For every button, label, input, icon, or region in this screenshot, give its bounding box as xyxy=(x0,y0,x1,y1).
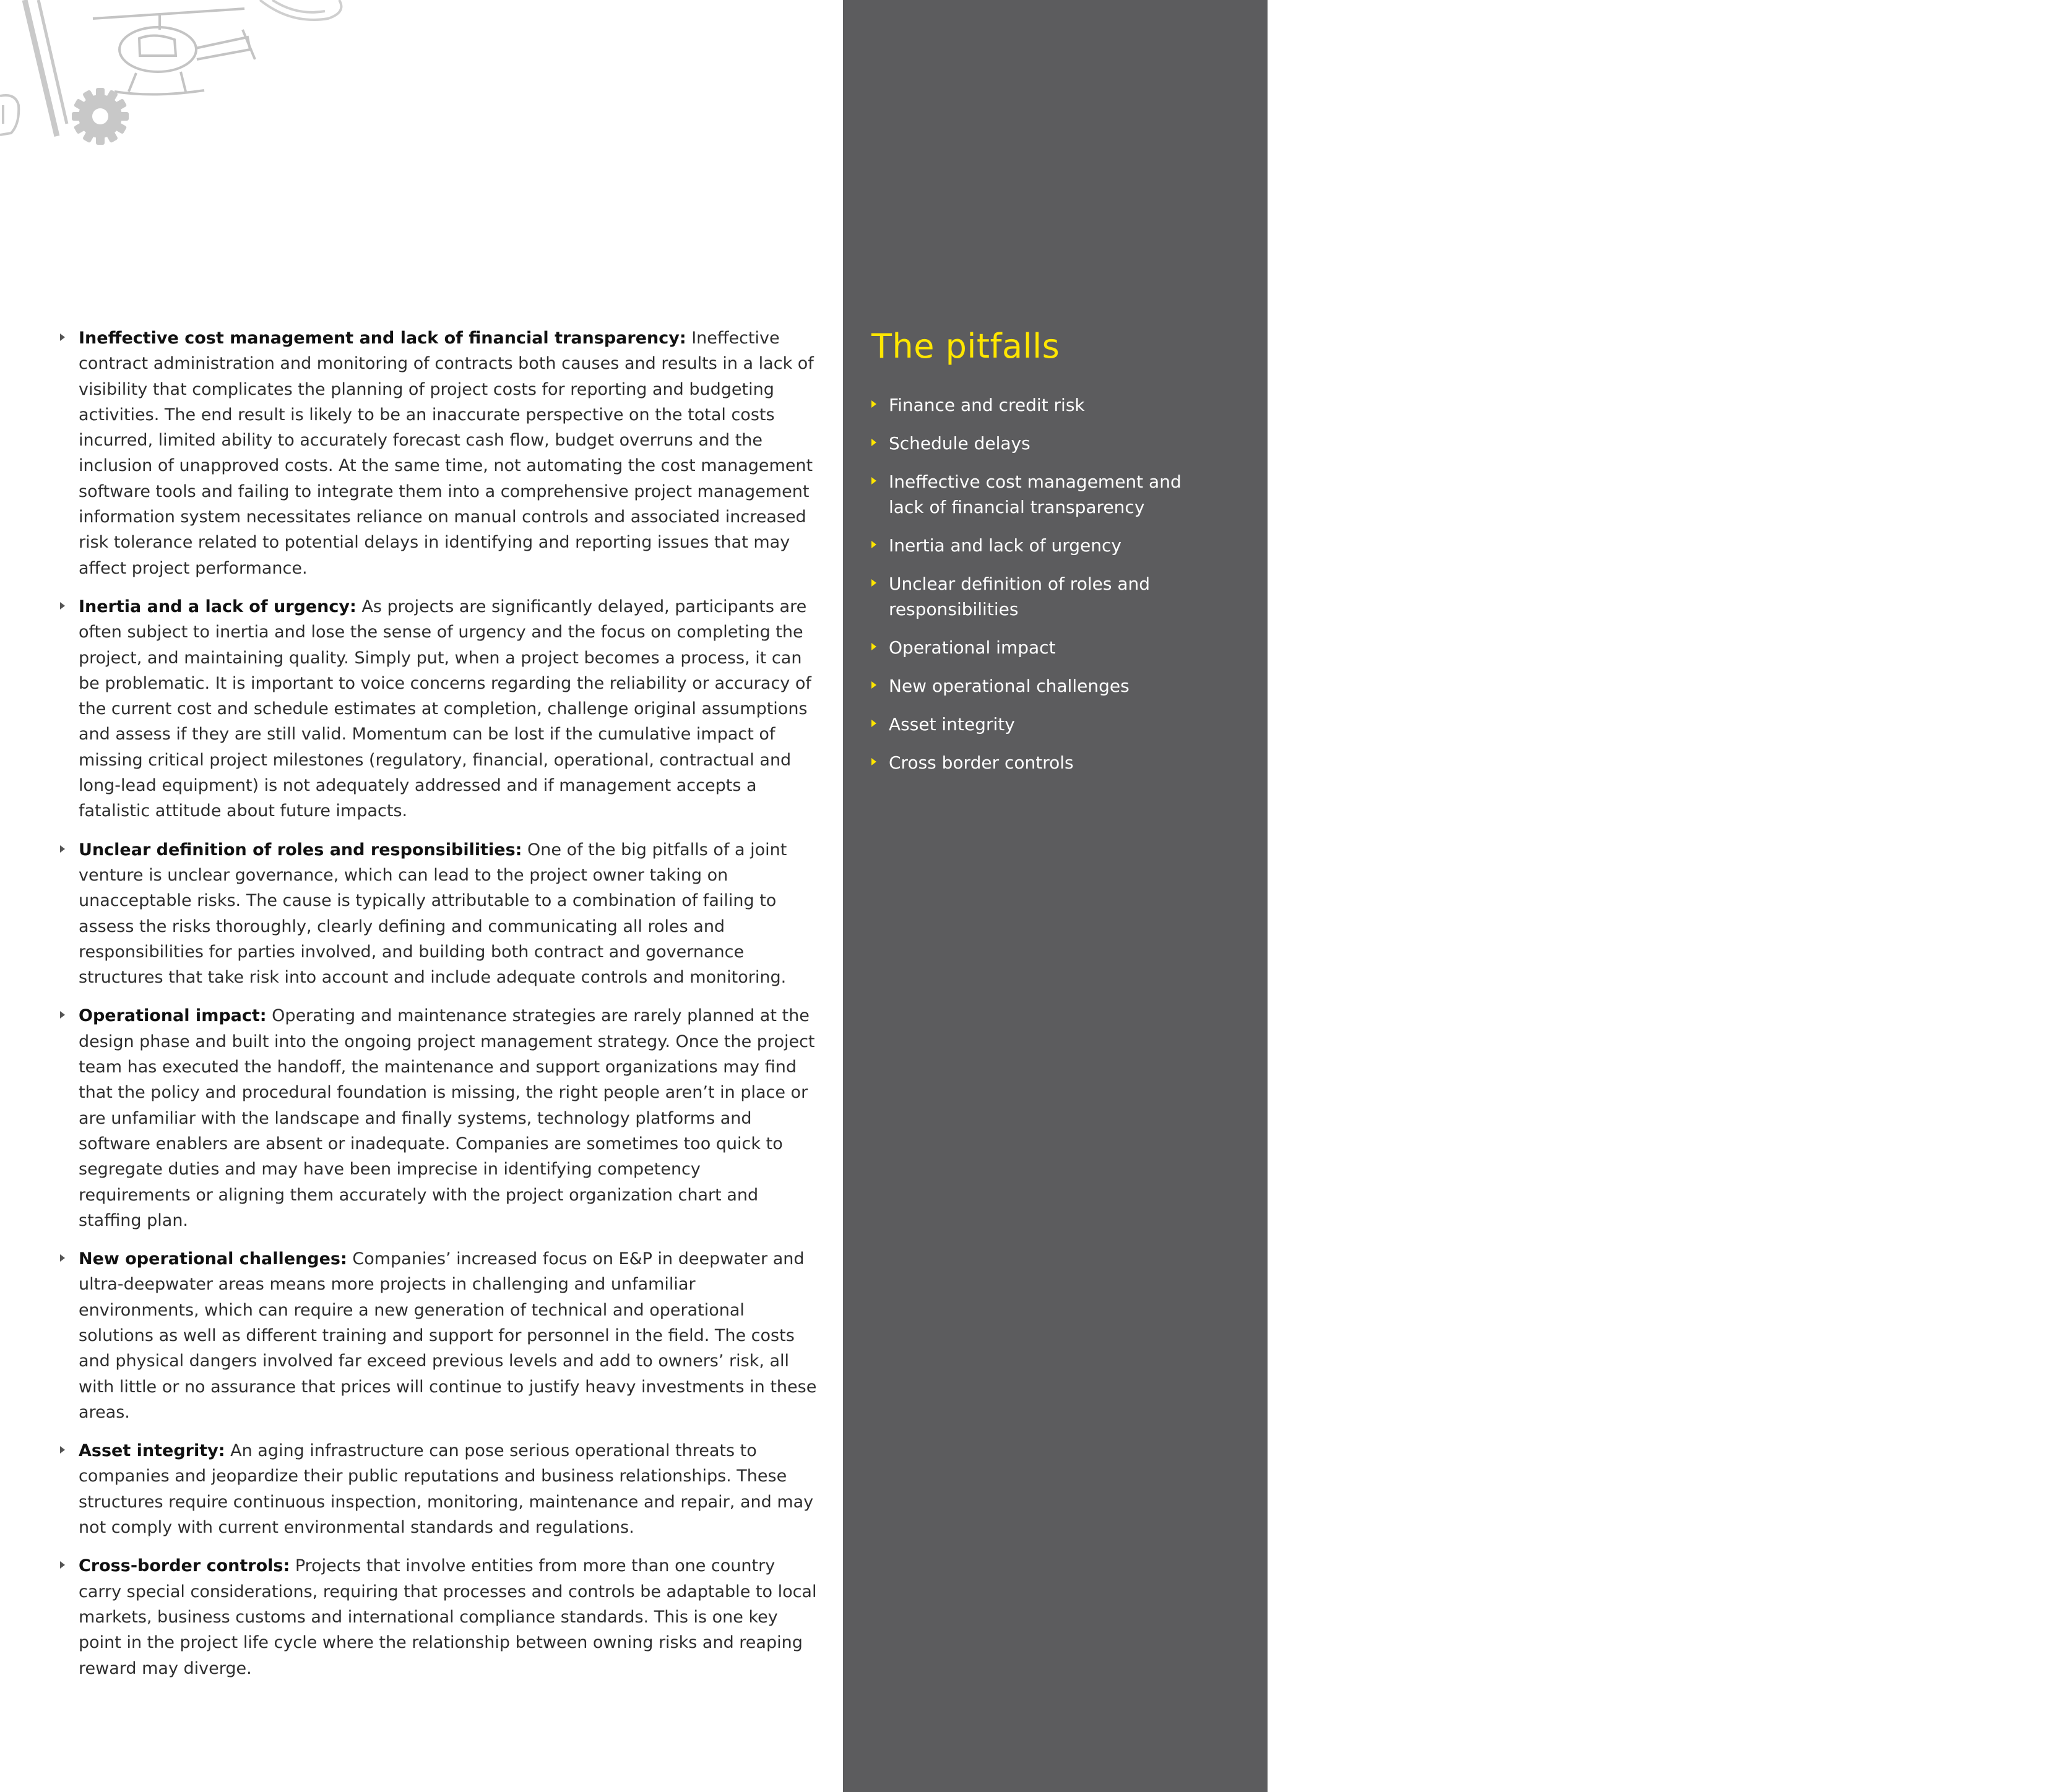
sidebar-item-label: Finance and credit risk xyxy=(889,395,1085,415)
bullet-triangle-icon xyxy=(871,400,876,408)
sidebar-item-label: Asset integrity xyxy=(889,714,1015,734)
sidebar-item-label: New operational challenges xyxy=(889,676,1130,696)
sidebar-item-label: Operational impact xyxy=(889,637,1056,658)
pitfalls-detail-list xyxy=(56,325,817,1694)
list-item xyxy=(56,1246,817,1425)
sidebar-item xyxy=(871,712,1218,737)
item-term: Inertia and a lack of urgency: xyxy=(79,597,356,616)
bullet-triangle-icon xyxy=(871,541,876,548)
item-term: Cross-border controls: xyxy=(79,1556,290,1576)
page-number: 3 xyxy=(2039,1712,2048,1729)
gear-icon xyxy=(72,88,129,145)
item-text: Companies’ increased focus on E&P in deepwater and ultra-deepwater areas means more projects in challenging and unfamiliar environments, which can require a new generation of technical and operational solutions as well as different training and support for personnel in the field. The costs and physical dangers involved far exceed previous levels and add to owners’ risk, all with little or no assurance that prices will continue to justify heavy investments in these areas. xyxy=(79,1249,817,1422)
item-term: Asset integrity: xyxy=(79,1441,225,1461)
sidebar-item xyxy=(871,431,1218,456)
sidebar-title: The pitfalls xyxy=(871,327,1060,366)
list-item xyxy=(56,1438,817,1540)
item-term: New operational challenges: xyxy=(79,1249,347,1269)
item-term: Ineffective cost management and lack of financial transparency: xyxy=(79,329,686,348)
bullet-triangle-icon xyxy=(871,477,876,485)
bullet-triangle-icon xyxy=(871,579,876,587)
sidebar-item-label: Schedule delays xyxy=(889,433,1030,454)
bullet-triangle-icon xyxy=(60,1561,65,1569)
item-term: Operational impact: xyxy=(79,1006,267,1026)
item-text: Ineffective contract administration and monitoring of contracts both causes and results in a lack of visibility that complicates the planning of project costs for reporting and budgeting activities. The end result is likely to be an inaccurate perspective on the total costs incurred, limited ability to accurately forecast cash flow, budget overruns and the inclusion of unapproved costs. At the same time, not automating the cost management software tools and failing to integrate them into a comprehensive project management information system necessitates reliance on manual controls and associated increased risk tolerance related to potential delays in identifying and reporting issues that may affect project performance. xyxy=(79,329,814,578)
sidebar-item xyxy=(871,392,1218,418)
bullet-triangle-icon xyxy=(871,758,876,765)
bullet-triangle-icon xyxy=(871,439,876,446)
sidebar-item-label: Ineffective cost management and lack of financial transparency xyxy=(889,472,1182,517)
item-text: Projects that involve entities from more than one country carry special considerations, requiring that processes and controls be adaptable to local markets, business customs and international compliance standards. This is one key point in the project life cycle where the relationship between owning risks and reaping reward may diverge. xyxy=(79,1556,817,1678)
list-item xyxy=(56,1553,817,1681)
bullet-triangle-icon xyxy=(60,1254,65,1262)
item-text: One of the big pitfalls of a joint venture is unclear governance, which can lead to the project owner taking on unacceptable risks. The cause is typically attributable to a combination of failing to assess the risks thoroughly, clearly defining and communicating all roles and responsibilities for parties involved, and building both contract and governance structures that take risk into account and include adequate controls and monitoring. xyxy=(79,840,787,988)
list-item xyxy=(56,325,817,581)
bullet-triangle-icon xyxy=(60,1446,65,1454)
bullet-triangle-icon xyxy=(60,1011,65,1019)
sidebar-item-label: Unclear definition of roles and responsibilities xyxy=(889,574,1150,619)
sidebar-item xyxy=(871,750,1218,775)
bullet-triangle-icon xyxy=(871,643,876,650)
item-text: An aging infrastructure can pose serious operational threats to companies and jeopardize their public reputations and business relationships. These structures require continuous inspection, monitoring, maintenance and repair, and may not comply with current environmental standards and regulations. xyxy=(79,1441,814,1538)
list-item xyxy=(56,594,817,824)
pitfalls-sidebar xyxy=(843,0,2048,1792)
sidebar-item xyxy=(871,571,1218,622)
sidebar-item xyxy=(871,469,1218,520)
sidebar-item xyxy=(871,673,1218,699)
item-text: Operating and maintenance strategies are rarely planned at the design phase and built into the ongoing project management strategy. Once the project team has executed the handoff, the maintenance and support organizations may find that the policy and procedural foundation is missing, the right people aren’t in place or are unfamiliar with the landscape and finally systems, technology platforms and software enablers are absent or inadequate. Companies are sometimes too quick to segregate duties and may have been imprecise in identifying competency requirements or aligning them accurately with the project organization chart and staffing plan. xyxy=(79,1006,815,1230)
item-text: As projects are significantly delayed, participants are often subject to inertia and lose the sense of urgency and the focus on completing the project, and maintaining quality. Simply put, when a project becomes a process, it can be problematic. It is important to voice concerns regarding the reliability or accuracy of the current cost and schedule estimates at completion, challenge original assumptions and assess if they are still valid. Momentum can be lost if the cumulative impact of missing critical project milestones (regulatory, financial, operational, contractual and long-lead equipment) is not adequately addressed and if management accepts a fatalistic attitude about future impacts. xyxy=(79,597,811,821)
sidebar-item xyxy=(871,533,1218,558)
bullet-triangle-icon xyxy=(871,720,876,727)
bullet-triangle-icon xyxy=(60,602,65,610)
bullet-triangle-icon xyxy=(60,845,65,853)
bullet-triangle-icon xyxy=(871,681,876,689)
sidebar-item-label: Inertia and lack of urgency xyxy=(889,535,1121,556)
bullet-triangle-icon xyxy=(60,334,65,341)
item-term: Unclear definition of roles and responsibilities: xyxy=(79,840,522,859)
helicopter-icon xyxy=(93,9,255,95)
list-item xyxy=(56,1003,817,1233)
sidebar-item xyxy=(871,635,1218,660)
sidebar-list xyxy=(871,392,1218,788)
sidebar-item-label: Cross border controls xyxy=(889,752,1074,773)
header-illustration xyxy=(0,0,347,149)
list-item xyxy=(56,837,817,991)
